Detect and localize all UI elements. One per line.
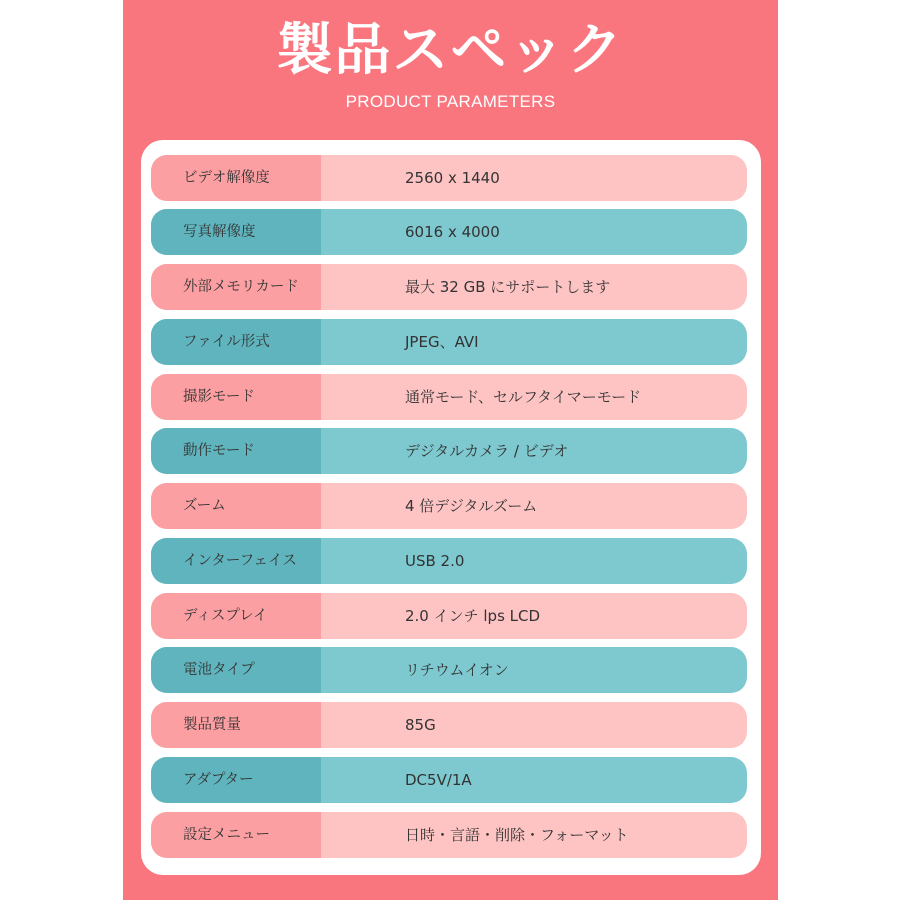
spec-label: 動作モード [151, 428, 321, 474]
page-title: 製品スペック [276, 18, 625, 83]
spec-label: ズーム [151, 483, 321, 529]
spec-value: 2.0 インチ lps LCD [405, 607, 541, 625]
spec-row-operating-mode [151, 428, 747, 474]
spec-row-interface [151, 538, 747, 584]
spec-row-adapter [151, 757, 747, 803]
spec-row-memory-card [151, 264, 747, 310]
spec-value: デジタルカメラ / ビデオ [405, 442, 569, 460]
spec-label: 写真解像度 [151, 209, 321, 255]
spec-value: 日時・言語・削除・フォーマット [405, 826, 629, 844]
spec-label: 外部メモリカード [151, 264, 321, 310]
spec-value: DC5V/1A [405, 771, 472, 789]
spec-row-battery-type [151, 647, 747, 693]
spec-value: 4 倍デジタルズーム [405, 497, 538, 515]
spec-label: 撮影モード [151, 374, 321, 420]
spec-value: 2560 x 1440 [405, 169, 500, 187]
spec-label: 設定メニュー [151, 812, 321, 858]
spec-poster [123, 0, 778, 900]
spec-row-video-resolution [151, 155, 747, 201]
spec-value: USB 2.0 [405, 552, 465, 570]
spec-row-zoom [151, 483, 747, 529]
spec-value: リチウムイオン [405, 661, 509, 679]
spec-value: 85G [405, 716, 436, 734]
spec-label: ファイル形式 [151, 319, 321, 365]
spec-label: 製品質量 [151, 702, 321, 748]
spec-value: JPEG、AVI [405, 333, 479, 351]
spec-row-display [151, 593, 747, 639]
page-subtitle: PRODUCT PARAMETERS [345, 92, 556, 111]
spec-row-shooting-mode [151, 374, 747, 420]
spec-label: ディスプレイ [151, 593, 321, 639]
spec-label: インターフェイス [151, 538, 321, 584]
spec-value: 通常モード、セルフタイマーモード [405, 388, 642, 406]
spec-label: 電池タイプ [151, 647, 321, 693]
spec-label: アダプター [151, 757, 321, 803]
spec-card [141, 140, 761, 875]
spec-value: 最大 32 GB にサポートします [405, 278, 611, 296]
spec-row-settings-menu [151, 812, 747, 858]
spec-label: ビデオ解像度 [151, 155, 321, 201]
spec-value: 6016 x 4000 [405, 223, 500, 241]
spec-row-photo-resolution [151, 209, 747, 255]
spec-row-file-format [151, 319, 747, 365]
spec-row-weight [151, 702, 747, 748]
